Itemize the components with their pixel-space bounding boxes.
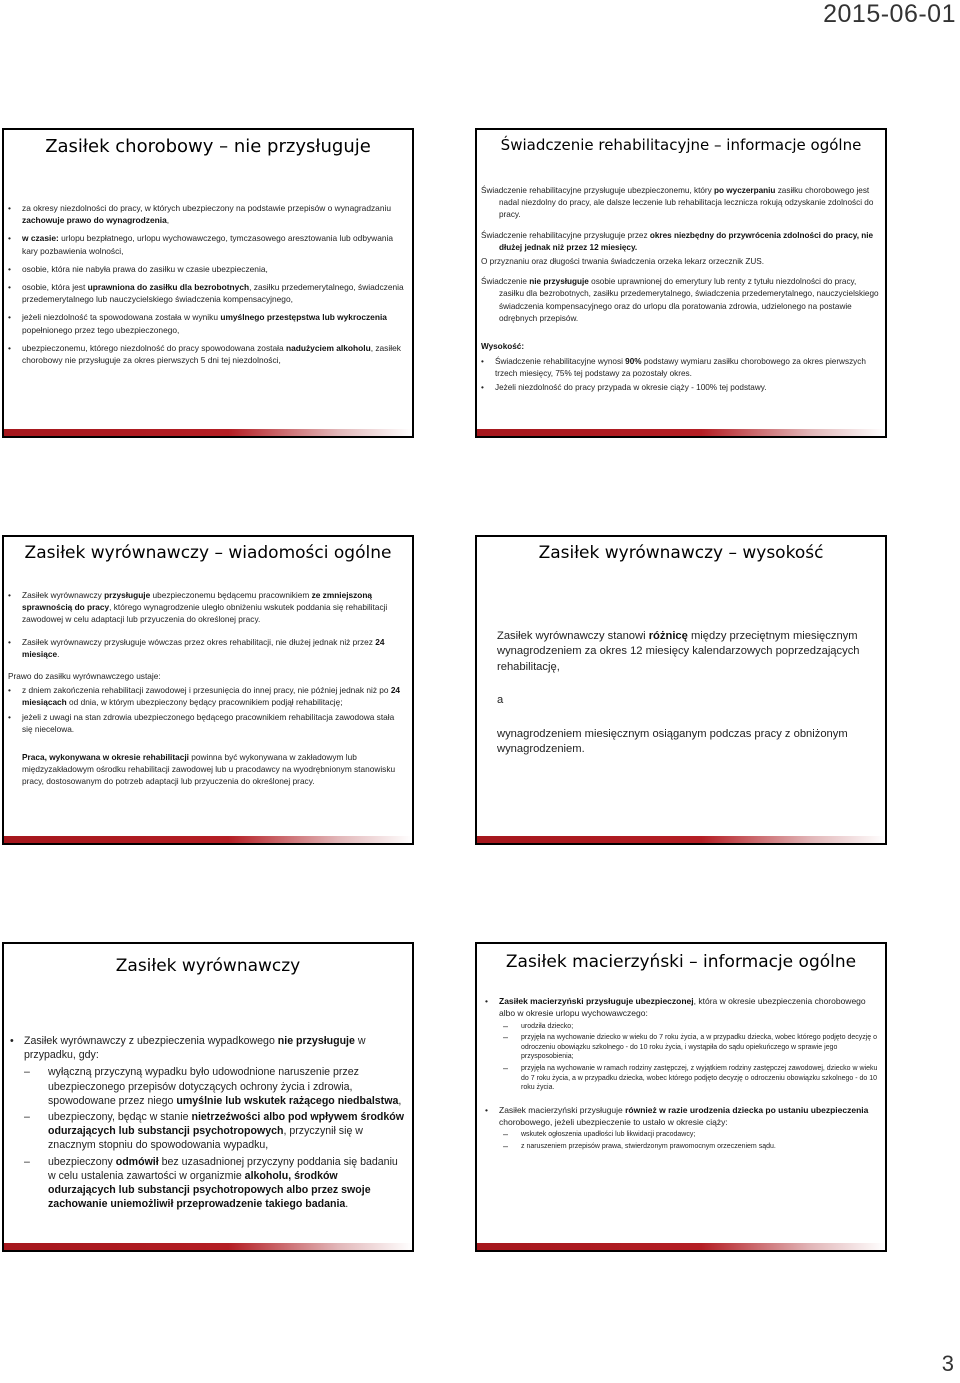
slide-maternity-benefit bbox=[475, 942, 887, 1252]
paragraph: Praca, wykonywana w okresie rehabilitacji powinna być wykonywana w zakładowym lub międzyzakładowym ośrodku rehabilitacji zawodowej lub u pracodawcy na wyodrębnionym stanowisku pracy, dostosowanym do potrzeb adaptacji lub przyuczenia do określonej pracy. bbox=[22, 752, 396, 787]
paragraph: wynagrodzeniem miesięcznym osiąganym podczas pracy z obniżonym wynagrodzeniem. bbox=[497, 727, 848, 756]
slide-body bbox=[8, 202, 406, 372]
slide-compensatory-benefit-general bbox=[2, 535, 414, 845]
list-item: • Zasiłek wyrównawczy z ubezpieczenia wypadkowego nie przysługuje w przypadku, gdy: – wyłączną przyczyną wypadku było udowodnione naruszenie przez ubezpieczonego przepisów dotyczących ochrony życia i zdrowia, spowodowane przez niego umyślnie lub wskutek rażącego niedbalstwa, – ubezpieczony, będąc w stanie nietrzeźwości albo pod wpływem środków odurzających lub substancji psychotropowych, przyczynił się w znacznym stopniu do spowodowania wypadku, – ubezpieczony odmówił bez uzasadnionej przyczyny poddania się badaniu w celu ustalenia zawartości w organizmie alkoholu, środków odurzających lub substancji psychotropowych albo przez swoje zachowanie uniemożliwił przeprowadzenie takiego badania. bbox=[10, 1034, 406, 1211]
slide-sickness-benefit-not-due bbox=[2, 128, 414, 438]
list-item: • Zasiłek wyrównawczy przysługuje ubezpieczonemu będącemu pracownikiem ze zmniejszoną sprawnością do pracy, którego wynagrodzenie uległo obniżeniu wskutek poddania się rehabilitacji zawodowej w celu adaptacji lub przyuczenia do określonej pracy. bbox=[8, 589, 406, 626]
list-item: • ubezpieczonemu, którego niezdolność do pracy spowodowana została nadużyciem alkoholu, zasiłek chorobowy nie przysługuje za okres pierwszych 5 dni tej niezdolności, bbox=[8, 342, 406, 366]
slide-title: Zasiłek macierzyński – informacje ogólne bbox=[505, 952, 857, 972]
paragraph: Zasiłek wyrównawczy stanowi różnicę między przeciętnym miesięcznym wynagrodzeniem za okres 12 miesięcy kalendarzowych poprzedzających rehabilitację, bbox=[497, 630, 860, 673]
paragraph: Świadczenie nie przysługuje osobie uprawnionej do emerytury lub renty z tytułu niezdolności do pracy, zasiłku dla bezrobotnych, zasiłku przedemerytalnego, świadczenia przedemerytalnego, nauczycielskiego świadczenia kompensacyjnego oraz do urlopu dla poratowania zdrowia, udzielonego na postawie odrębnych przepisów. bbox=[481, 277, 879, 323]
sub-list-item: – przyjęła na wychowanie w ramach rodziny zastępczej, z wyjątkiem rodziny zastępczej zawodowej, dziecko w wieku do 7 roku życia, a w przypadku dziecka, wobec którego podjęto decyzję o odroczeniu obowiązku szkolnego - do 10 roku życia. bbox=[503, 1064, 879, 1093]
slide-title: Zasiłek chorobowy – nie przysługuje bbox=[45, 136, 371, 157]
list-item: • jeżeli z uwagi na stan zdrowia ubezpieczonego będącego pracownikiem rehabilitacja zawodowa stała się niecelowa. bbox=[8, 711, 406, 735]
page-number: 3 bbox=[941, 1351, 954, 1376]
bullet-list bbox=[485, 996, 879, 1152]
section-label: Wysokość: bbox=[481, 342, 525, 352]
paragraph: Świadczenie rehabilitacyjne przysługuje ubezpieczonemu, który po wyczerpaniu zasiłku chorobowego jest nadal niezdolny do pracy, ale dalsze leczenie lub rehabilitacja lecznicza rokują odzyskanie zdolności do pracy. bbox=[481, 186, 874, 220]
bullet-list bbox=[10, 1034, 406, 1211]
sub-list-item: – ubezpieczony odmówił bez uzasadnionej przyczyny poddania się badaniu w celu ustalenia zawartości w organizmie alkoholu, środków odurzających lub substancji psychotropowych albo przez swoje zachowanie uniemożliwił przeprowadzenie takiego badania. bbox=[24, 1155, 406, 1212]
slide-body bbox=[8, 589, 406, 788]
bullet-list bbox=[8, 684, 406, 735]
bullet-list bbox=[8, 202, 406, 366]
print-date: 2015-06-01 bbox=[823, 0, 956, 28]
list-item: • osobie, która nie nabyła prawa do zasiłku w czasie ubezpieczenia, bbox=[8, 263, 406, 275]
slide-title: Zasiłek wyrównawczy – wiadomości ogólne bbox=[24, 543, 392, 563]
slide-rehabilitation-benefit bbox=[475, 128, 887, 438]
sub-list bbox=[24, 1065, 406, 1211]
bullet-list bbox=[8, 589, 406, 660]
list-item: • jeżeli niezdolność ta spowodowana została w wyniku umyślnego przestępstwa lub wykroczenia popełnionego przez tego ubezpieczonego, bbox=[8, 311, 406, 335]
slide-body bbox=[485, 996, 879, 1158]
sub-list-item: – wskutek ogłoszenia upadłości lub likwidacji pracodawcy; bbox=[503, 1130, 879, 1140]
slide-title: Zasiłek wyrównawczy – wysokość bbox=[538, 543, 824, 563]
section-label: Prawo do zasiłku wyrównawczego ustaje: bbox=[8, 671, 161, 682]
slide-compensatory-benefit-amount bbox=[475, 535, 887, 845]
sub-list-item: – z naruszeniem przepisów prawa, stwierdzonym prawomocnym orzeczeniem sądu. bbox=[503, 1142, 879, 1152]
list-item: • Świadczenie rehabilitacyjne wynosi 90% podstawy wymiaru zasiłku chorobowego za okres pierwszych trzech miesięcy, 75% tej podstawy za pozostały okres. bbox=[481, 356, 879, 380]
slide-body bbox=[497, 629, 865, 757]
paragraph: Świadczenie rehabilitacyjne przysługuje przez okres niezbędny do przywrócenia zdolności do pracy, nie dłużej jednak niż przez 12 miesięcy. bbox=[481, 230, 874, 252]
paragraph: O przyznaniu oraz długości trwania świadczenia orzeka lekarz orzecznik ZUS. bbox=[481, 257, 765, 267]
list-item: • Zasiłek wyrównawczy przysługuje wówczas przez okres rehabilitacji, nie dłużej jednak niż przez 24 miesiące. bbox=[8, 636, 406, 660]
slide-title: Świadczenie rehabilitacyjne – informacje ogólne bbox=[500, 136, 862, 154]
sub-list bbox=[503, 1022, 879, 1093]
sub-list-item: – wyłączną przyczyną wypadku było udowodnione naruszenie przez ubezpieczonego przepisów dotyczących ochrony życia i zdrowia, spowodowane przez niego umyślnie lub wskutek rażącego niedbalstwa, bbox=[24, 1065, 406, 1108]
list-item: • osobie, która jest uprawniona do zasiłku dla bezrobotnych, zasiłku przedemerytalnego, świadczenia przedemerytalnego lub nauczycielskiego świadczenia kompensacyjnego, bbox=[8, 281, 406, 305]
paragraph: a bbox=[497, 694, 504, 707]
slide-compensatory-benefit-accident bbox=[2, 942, 414, 1252]
slide-body bbox=[481, 185, 879, 400]
slide-title: Zasiłek wyrównawczy bbox=[115, 956, 301, 976]
list-item: • za okresy niezdolności do pracy, w których ubezpieczony na podstawie przepisów o wynagradzaniu zachowuje prawo do wynagrodzenia, bbox=[8, 202, 406, 226]
list-item: • Zasiłek macierzyński przysługuje ubezpieczonej, która w okresie ubezpieczenia chorobowego albo w okresie urlopu wychowawczego: – urodziła dziecko; – przyjęła na wychowanie dziecko w wieku do 7 roku życia, a w przypadku dziecka, wobec którego podjęto decyzję o odroczeniu obowiązku szkolnego - do 10 roku życia, i wystąpiła do sądu opiekuńczego w sprawie jego przysposobienia; – przyjęła na wychowanie w ramach rodziny zastępczej, z wyjątkiem rodziny zastępczej zawodowej, dziecko w wieku do 7 roku życia, a w przypadku dziecka, wobec którego podjęto decyzję o odroczeniu obowiązku szkolnego - do 10 roku życia. bbox=[485, 996, 879, 1093]
list-item: • Zasiłek macierzyński przysługuje również w razie urodzenia dziecka po ustaniu ubezpieczenia chorobowego, jeżeli ubezpieczenie to ustało w okresie ciąży: – wskutek ogłoszenia upadłości lub likwidacji pracodawcy; – z naruszeniem przepisów prawa, stwierdzonym prawomocnym orzeczeniem sądu. bbox=[485, 1105, 879, 1152]
sub-list-item: – urodziła dziecko; bbox=[503, 1022, 879, 1032]
slide-body bbox=[10, 1034, 406, 1217]
bullet-list bbox=[481, 356, 879, 394]
list-item: • Jeżeli niezdolność do pracy przypada w okresie ciąży - 100% tej podstawy. bbox=[481, 382, 879, 394]
sub-list bbox=[503, 1130, 879, 1151]
sub-list-item: – przyjęła na wychowanie dziecko w wieku do 7 roku życia, a w przypadku dziecka, wobec którego podjęto decyzję o odroczeniu obowiązku szkolnego - do 10 roku życia, i wystąpiła do sądu opiekuńczego w sprawie jego przysposobienia; bbox=[503, 1033, 879, 1062]
list-item: • w czasie: urlopu bezpłatnego, urlopu wychowawczego, tymczasowego aresztowania lub odbywania kary pozbawienia wolności, bbox=[8, 232, 406, 256]
list-item: • z dniem zakończenia rehabilitacji zawodowej i przesunięcia do innej pracy, nie później jednak niż po 24 miesiącach od dnia, w którym ubezpieczony będący pracownikiem podjął rehabilitację; bbox=[8, 684, 406, 708]
sub-list-item: – ubezpieczony, będąc w stanie nietrzeźwości albo pod wpływem środków odurzających lub substancji psychotropowych, przyczynił się w znacznym stopniu do spowodowania wypadku, bbox=[24, 1110, 406, 1153]
